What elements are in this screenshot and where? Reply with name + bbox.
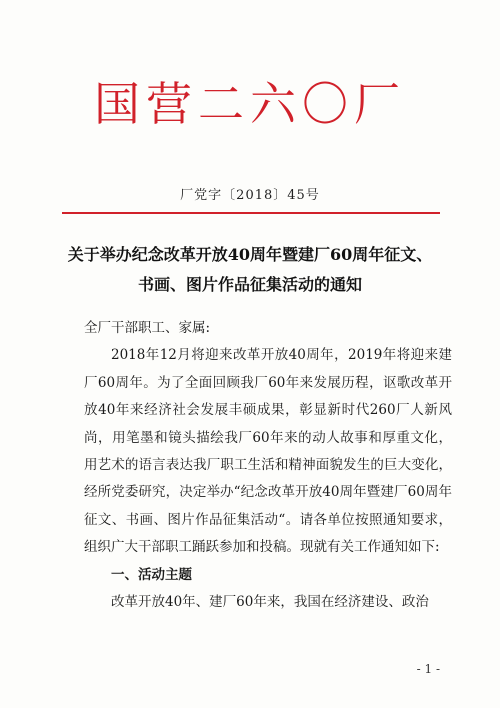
section-heading-1: 一、活动主题 — [111, 566, 192, 583]
red-divider-line — [62, 212, 440, 214]
page-number: - 1 - — [416, 662, 440, 676]
org-red-header: 国营二六〇厂 — [94, 77, 406, 131]
body-paragraph-1: 2018年12月将迎来改革开放40周年，2019年将迎来建厂60周年。为了全面回顾我厂60年来发展历程，讴歌改革开放40年来经济社会发展丰硕成果，彰显新时代260厂人新风尚，用笔墨和镜头描绘我厂60年来的动人故事和厚重文化，用艺术的语言表达我厂职工生活和精神面貌发生的巨大变化，经所党委研究，决定举办“纪念改革开放40周年暨建厂60周年征文、书画、图片作品征集活动“。请各单位按照通知要求，组织广大干部职工踊跃参加和投稿。现就有关工作通知如下: — [84, 347, 452, 556]
title-line-1: 关于举办纪念改革开放40周年暨建厂60周年征文、 — [67, 245, 433, 264]
notice-title — [40, 240, 460, 300]
body-paragraph-2: 改革开放40年、建厂60年来，我国在经济建设、政治 — [111, 594, 429, 611]
salutation: 全厂干部职工、家属: — [84, 320, 211, 336]
title-line-2: 书画、图片作品征集活动的通知 — [137, 275, 362, 294]
document-number: 厂党字〔2018〕45号 — [180, 188, 320, 203]
notice-body — [84, 315, 452, 616]
